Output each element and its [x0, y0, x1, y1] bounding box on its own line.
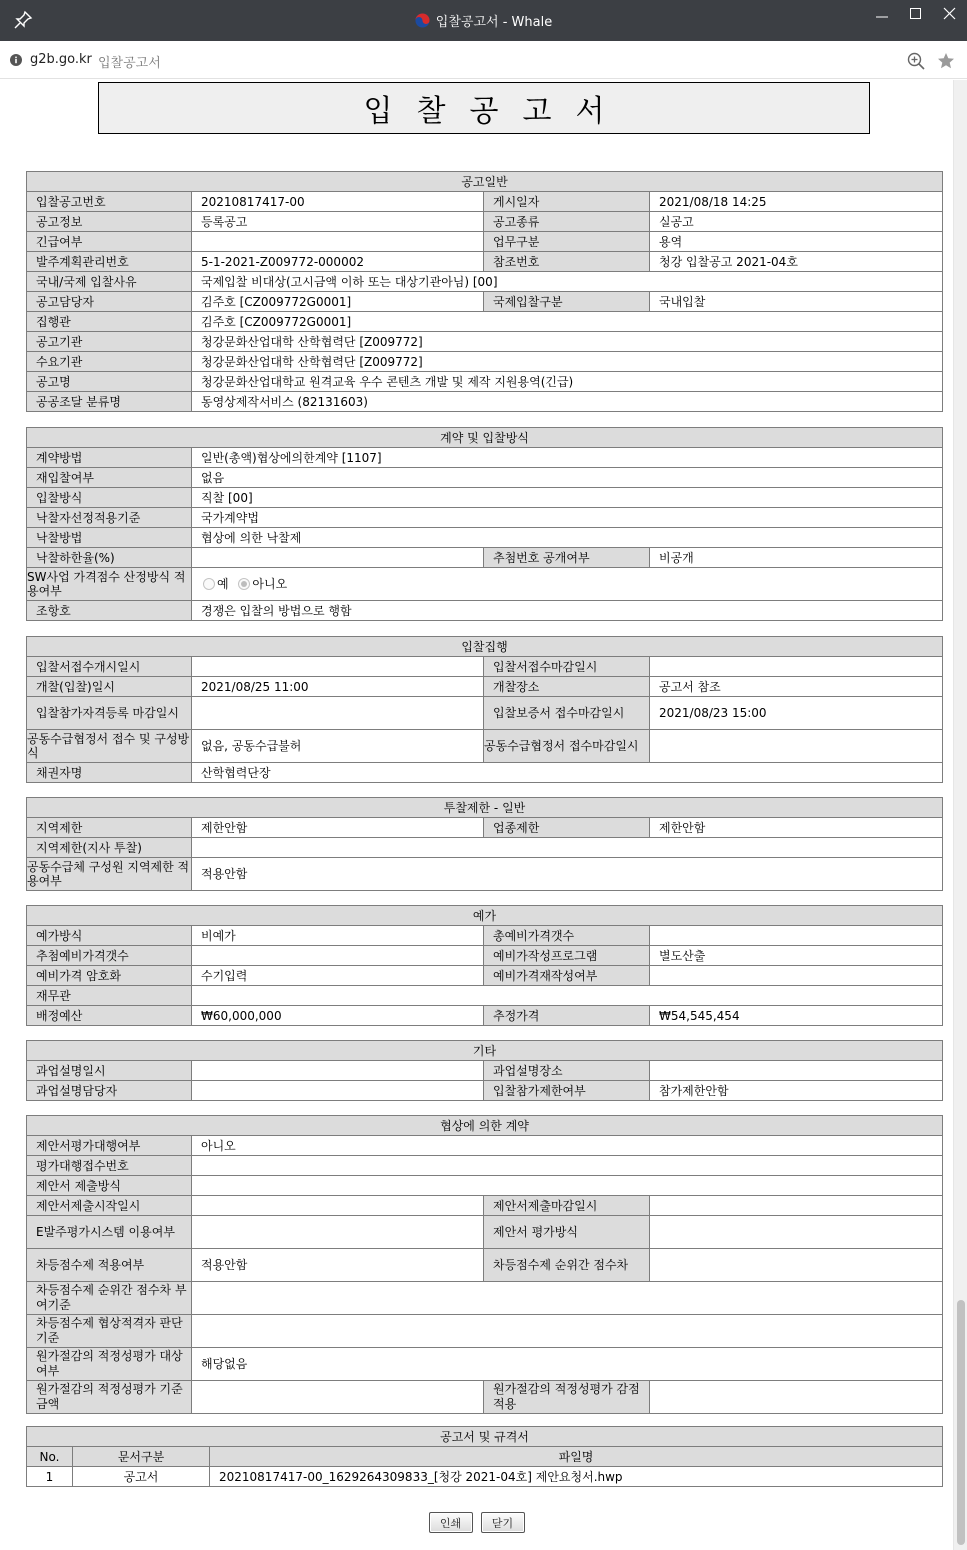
field-label: 지역제한(지사 투찰): [27, 838, 192, 858]
restriction-section: [26, 797, 943, 891]
sw-pricing-options: [192, 568, 943, 601]
total-estimate-count: [650, 926, 943, 946]
field-label: 공고정보: [27, 212, 192, 232]
intl-bid-type: 국내입찰: [650, 292, 943, 312]
field-label: 평가대행접수번호: [27, 1156, 192, 1176]
negotiation-section: [26, 1115, 943, 1414]
proposal-eval-method: [650, 1216, 943, 1249]
field-label: 공고명: [27, 372, 192, 392]
bond-deadline: 2021/08/23 15:00: [650, 697, 943, 730]
field-label: 과업설명담당자: [27, 1081, 192, 1101]
field-label: 추정가격: [484, 1006, 650, 1026]
info-icon[interactable]: [10, 54, 22, 66]
cost-reduction-target: 해당없음: [192, 1348, 943, 1381]
bid-deadline-datetime: [650, 657, 943, 677]
selection-criteria: 국가계약법: [192, 508, 943, 528]
bid-notice-number: 20210817417-00: [192, 192, 484, 212]
demand-agency: 청강문화산업대학 산학협력단 [Z009772]: [192, 352, 943, 372]
files-section: [26, 1426, 943, 1487]
allocated-budget: ₩60,000,000: [192, 1006, 484, 1026]
field-label: 낙찰방법: [27, 528, 192, 548]
field-label: 긴급여부: [27, 232, 192, 252]
section-title: 계약 및 입찰방식: [27, 428, 943, 448]
briefing-place: [650, 1061, 943, 1081]
field-label: 공동수급협정서 접수 및 구성방식: [27, 730, 192, 763]
field-label: 배정예산: [27, 1006, 192, 1026]
notice-name: 청강문화산업대학교 원격교육 우수 콘텐츠 개발 및 제작 지원용역(긴급): [192, 372, 943, 392]
field-label: 과업설명장소: [484, 1061, 650, 1081]
maximize-icon: [909, 7, 923, 21]
field-label: 낙찰자선정적용기준: [27, 508, 192, 528]
section-title: 입찰집행: [27, 637, 943, 657]
field-label: 재입찰여부: [27, 468, 192, 488]
field-label: 입찰서접수개시일시: [27, 657, 192, 677]
sw-no-radio[interactable]: [238, 578, 250, 590]
field-label: 낙찰하한율(%): [27, 548, 192, 568]
field-label: 채권자명: [27, 763, 192, 783]
close-icon: [943, 7, 957, 21]
briefing-datetime: [192, 1061, 484, 1081]
notice-agency: 청강문화산업대학 산학협력단 [Z009772]: [192, 332, 943, 352]
estimate-encryption: 수기입력: [192, 966, 484, 986]
briefing-manager: [192, 1081, 484, 1101]
column-header: 파일명: [210, 1447, 943, 1467]
field-label: 차등점수제 협상적격자 판단기준: [27, 1315, 192, 1348]
field-label: 국내/국제 입찰사유: [27, 272, 192, 292]
sw-yes-label: 예: [217, 577, 229, 591]
execution-section: [26, 636, 943, 783]
general-section: [26, 171, 943, 412]
section-title: 예가: [27, 906, 943, 926]
etc-section: [26, 1040, 943, 1101]
field-label: 국제입찰구분: [484, 292, 650, 312]
field-label: 예비가작성프로그램: [484, 946, 650, 966]
field-label: 게시일자: [484, 192, 650, 212]
field-label: SW사업 가격점수 산정방식 적용여부: [27, 568, 192, 601]
field-label: 공고담당자: [27, 292, 192, 312]
field-label: 입찰보증서 접수마감일시: [484, 697, 650, 730]
notice-type: 실공고: [650, 212, 943, 232]
scrollbar-thumb[interactable]: [957, 1300, 965, 1545]
field-label: 제안서평가대행여부: [27, 1136, 192, 1156]
minimize-icon: [875, 7, 889, 21]
file-number: 1: [27, 1467, 73, 1487]
field-label: 원가절감의 적정성평가 대상여부: [27, 1348, 192, 1381]
field-label: 차등점수제 순위간 점수차 부여기준: [27, 1282, 192, 1315]
field-label: 입찰서접수마감일시: [484, 657, 650, 677]
field-label: 개찰(입찰)일시: [27, 677, 192, 697]
field-label: 과업설명일시: [27, 1061, 192, 1081]
field-label: 조항호: [27, 601, 192, 621]
finance-officer: [192, 986, 943, 1006]
url-domain[interactable]: g2b.go.kr: [30, 52, 92, 67]
section-title: 기타: [27, 1041, 943, 1061]
registration-deadline: [192, 697, 484, 730]
lottery-estimate-count: [192, 946, 484, 966]
field-label: 제안서 평가방식: [484, 1216, 650, 1249]
e-eval-system: [192, 1216, 484, 1249]
opening-datetime: 2021/08/25 11:00: [192, 677, 484, 697]
section-title: 투찰제한 - 일반: [27, 798, 943, 818]
notice-manager: 김주호 [CZ009772G0001]: [192, 292, 484, 312]
award-method: 협상에 의한 낙찰제: [192, 528, 943, 548]
minimize-button[interactable]: [865, 0, 899, 28]
close-button[interactable]: 닫기: [481, 1512, 525, 1533]
bookmark-star-icon[interactable]: [937, 52, 955, 70]
field-label: 참조번호: [484, 252, 650, 272]
file-doc-type: 공고서: [73, 1467, 210, 1487]
field-label: 입찰참가제한여부: [484, 1081, 650, 1101]
contract-section: [26, 427, 943, 621]
procurement-category: 동영상제작서비스 (82131603): [192, 392, 943, 412]
field-label: 공고종류: [484, 212, 650, 232]
proposal-submit-start: [192, 1196, 484, 1216]
field-label: 입찰참가자격등록 마감일시: [27, 697, 192, 730]
opening-place: 공고서 참조: [650, 677, 943, 697]
eval-agency-number: [192, 1156, 943, 1176]
field-label: 차등점수제 적용여부: [27, 1249, 192, 1282]
field-label: 제안서제출마감일시: [484, 1196, 650, 1216]
joint-agreement-deadline: [650, 730, 943, 763]
field-label: 집행관: [27, 312, 192, 332]
diff-score-applied: 적용안함: [192, 1249, 484, 1282]
field-label: 공동수급협정서 접수마감일시: [484, 730, 650, 763]
estimate-section: [26, 905, 943, 1026]
section-title: 협상에 의한 계약: [27, 1116, 943, 1136]
print-button[interactable]: 인쇄: [429, 1512, 473, 1533]
region-restriction: 제한안함: [192, 818, 484, 838]
branch-restriction: [192, 838, 943, 858]
field-label: 총예비가격갯수: [484, 926, 650, 946]
section-title: 공고일반: [27, 172, 943, 192]
field-label: 업종제한: [484, 818, 650, 838]
diff-score-judge: [192, 1315, 943, 1348]
order-plan-number: 5-1-2021-Z009772-000002: [192, 252, 484, 272]
address-bar[interactable]: [0, 41, 967, 79]
cost-reduction-penalty: [650, 1381, 943, 1414]
field-label: 차등점수제 순위간 점수차: [484, 1249, 650, 1282]
industry-restriction: 제한안함: [650, 818, 943, 838]
estimated-price: ₩54,545,454: [650, 1006, 943, 1026]
close-window-button[interactable]: [933, 0, 967, 28]
rebid-flag: 없음: [192, 468, 943, 488]
diff-score-basis: [192, 1282, 943, 1315]
field-label: 제안서 제출방식: [27, 1176, 192, 1196]
field-label: 원가절감의 적정성평가 감점적용: [484, 1381, 650, 1414]
field-label: 원가절감의 적정성평가 기준금액: [27, 1381, 192, 1414]
page-viewport: [0, 80, 953, 1548]
field-label: 추첨번호 공개여부: [484, 548, 650, 568]
participation-restriction: 참가제한안함: [650, 1081, 943, 1101]
section-title: 공고서 및 규격서: [27, 1427, 943, 1447]
table-row: [27, 1467, 943, 1487]
lower-limit-rate: [192, 548, 484, 568]
field-label: 수요기관: [27, 352, 192, 372]
creditor-name: 산학협력단장: [192, 763, 943, 783]
field-label: 계약방법: [27, 448, 192, 468]
cost-reduction-amount: [192, 1381, 484, 1414]
field-label: 재무관: [27, 986, 192, 1006]
proposal-submit-end: [650, 1196, 943, 1216]
estimate-program: 별도산출: [650, 946, 943, 966]
window-title: 입찰공고서 - Whale: [435, 15, 553, 30]
field-label: 공고기관: [27, 332, 192, 352]
url-page-title[interactable]: 입찰공고서: [98, 56, 161, 71]
field-label: 공동수급체 구성원 지역제한 적용여부: [27, 858, 192, 891]
column-header: No.: [27, 1447, 73, 1467]
field-label: 입찰공고번호: [27, 192, 192, 212]
clause: 경쟁은 입찰의 방법으로 행함: [192, 601, 943, 621]
document-banner: 입찰공고서: [98, 82, 870, 134]
zoom-icon[interactable]: [907, 52, 925, 70]
field-label: 예가방식: [27, 926, 192, 946]
joint-region-restriction: 적용안함: [192, 858, 943, 891]
file-name-link[interactable]: 20210817417-00_1629264309833_[청강 2021-04호] 제안요청서.hwp: [210, 1467, 943, 1487]
bid-type: 직찰 [00]: [192, 488, 943, 508]
urgent-flag: [192, 232, 484, 252]
field-label: 발주계획관리번호: [27, 252, 192, 272]
field-label: 예비가격재작성여부: [484, 966, 650, 986]
posting-date: 2021/08/18 14:25: [650, 192, 943, 212]
field-label: 공공조달 분류명: [27, 392, 192, 412]
intl-bid-reason: 국제입찰 비대상(고시금액 이하 또는 대상기관아님) [00]: [192, 272, 943, 292]
executive-officer: 김주호 [CZ009772G0001]: [192, 312, 943, 332]
estimate-method: 비예가: [192, 926, 484, 946]
sw-yes-radio[interactable]: [203, 578, 215, 590]
sw-no-label: 아니오: [252, 577, 288, 591]
field-label: 입찰방식: [27, 488, 192, 508]
field-label: 지역제한: [27, 818, 192, 838]
field-label: 개찰장소: [484, 677, 650, 697]
field-label: 추첨예비가격갯수: [27, 946, 192, 966]
window-titlebar: [0, 0, 967, 41]
vertical-scrollbar[interactable]: [953, 80, 967, 1550]
notice-info: 등록공고: [192, 212, 484, 232]
maximize-button[interactable]: [899, 0, 933, 28]
estimate-rewrite: [650, 966, 943, 986]
eval-agency: 아니오: [192, 1136, 943, 1156]
field-label: 예비가격 암호화: [27, 966, 192, 986]
lottery-disclosure: 비공개: [650, 548, 943, 568]
field-label: 업무구분: [484, 232, 650, 252]
column-header: 문서구분: [73, 1447, 210, 1467]
bid-start-datetime: [192, 657, 484, 677]
contract-method: 일반(총액)협상에의한계약 [1107]: [192, 448, 943, 468]
proposal-submit-method: [192, 1176, 943, 1196]
reference-number: 청강 입찰공고 2021-04호: [650, 252, 943, 272]
taegeuk-icon: [415, 13, 430, 28]
business-type: 용역: [650, 232, 943, 252]
field-label: 제안서제출시작일시: [27, 1196, 192, 1216]
diff-score-rank-gap: [650, 1249, 943, 1282]
field-label: E발주평가시스템 이용여부: [27, 1216, 192, 1249]
joint-supply-method: 없음, 공동수급불허: [192, 730, 484, 763]
action-buttons: [0, 1512, 953, 1536]
